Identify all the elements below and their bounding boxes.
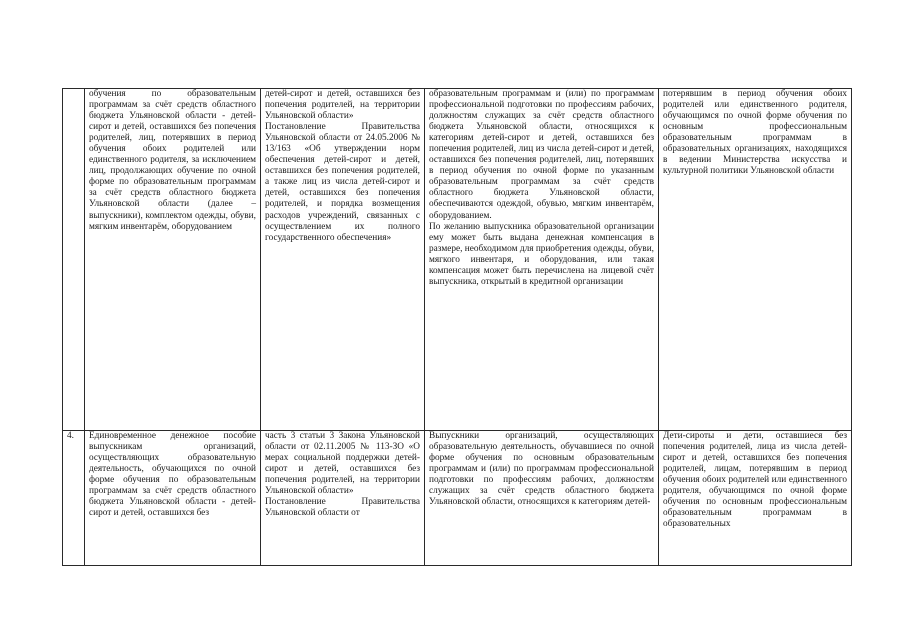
cell-text: образовательным программам и (или) по программам профессиональной подготовки по профессиям рабочих, должностям служащих за счёт средств областного бюджета Ульяновской области, относящихся к категориям детей-сирот и детей, оставшихся без попечения родителей, лиц из числа детей-сирот и детей, оставшихся без попечения родителей, лиц, потерявших в период обучения по очной форме по указанным образовательным программам за счёт средств областного бюджета Ульяновской области, обеспечиваются одеждой, обувью, мягким инвентарём, оборудованием. По желанию выпускника образовательной организации ему может быть выдана денежная компенсация в размере, необходимом для приобретения одежды, обуви, мягкого инвентаря, и оборудования, или такая компенсация может быть перечислена на лицевой счёт выпускника, открытый в кредитной организации	[429, 89, 654, 287]
cell-text: Выпускники организаций, осуществляющих образовательную деятельность, обучавшиеся по очной форме обучения по основным образовательным программам и (или) по программам профессиональной подготовки по профессиям рабочих, должностям служащих за счёт средств областного бюджета Ульяновской области, относящихся к категориям детей-	[429, 431, 657, 508]
cell-text: часть 3 статьи 3 Закона Ульяновской области от 02.11.2005 № 113-ЗО «О мерах социальной поддержки детей-сирот и детей, оставшихся без попечения родителей, на территории Ульяновской области» Постановление Правительства Ульяновской области от	[265, 431, 420, 519]
cell-text: обучения по образовательным программам за счёт средств областного бюджета Ульяновской области - детей-сирот и детей, оставшихся без попечения родителей, лиц, потерявших в период обучения обоих родителей или единственного родителя, за исключением лиц, продолжающих обучение по очной форме по образовательным программам за счёт средств областного бюджета Ульяновской области (далее – выпускники), комплектом одежды, обуви, мягким инвентарём, оборудованием	[89, 89, 259, 232]
benefits-table	[62, 88, 852, 566]
conditions-cell	[425, 431, 659, 566]
benefit-description-cell	[85, 431, 261, 566]
table-row	[63, 89, 852, 431]
conditions-cell	[425, 89, 659, 431]
cell-text: Единовременное денежное пособие выпускникам организаций, осуществляющих образовательную деятельность, обучающихся по очной форме обучения по образовательным программам за счёт средств областного бюджета Ульяновской области - детей-сирот и детей, оставшихся без	[89, 431, 259, 519]
cell-text: детей-сирот и детей, оставшихся без попечения родителей, на территории Ульяновской области» Постановление Правительства Ульяновской области от 24.05.2006 № 13/163 «Об утверждении норм обеспечения детей-сирот и детей, оставшихся без попечения родителей, а также лиц из числа детей-сирот и детей, оставшихся без попечения родителей, и порядка возмещения расходов учреждений, связанных с осуществлением их полного государственного обеспечения»	[265, 89, 420, 243]
row-number-cell	[63, 89, 85, 431]
cell-text: Дети-сироты и дети, оставшиеся без попечения родителей, лица из числа детей-сирот и детей, оставшихся без попечения родителей, лицам, потерявшим в период обучения обоих родителей или единственного родителя, обучающимся по очной форме обучения по основным профессиональным образовательным программам в образовательных	[663, 431, 850, 530]
legal-basis-cell	[261, 89, 425, 431]
row-number-cell: 4.	[63, 431, 85, 566]
recipients-cell	[659, 89, 852, 431]
legal-basis-cell	[261, 431, 425, 566]
table-row	[63, 431, 852, 566]
benefit-description-cell	[85, 89, 261, 431]
cell-text: потерявшим в период обучения обоих родителей или единственного родителя, обучающимся по очной форме обучения по основным профессиональным образовательным программам в образовательных организациях, находящихся в ведении Министерства искусства и культурной политики Ульяновской области	[663, 89, 850, 177]
recipients-cell	[659, 431, 852, 566]
